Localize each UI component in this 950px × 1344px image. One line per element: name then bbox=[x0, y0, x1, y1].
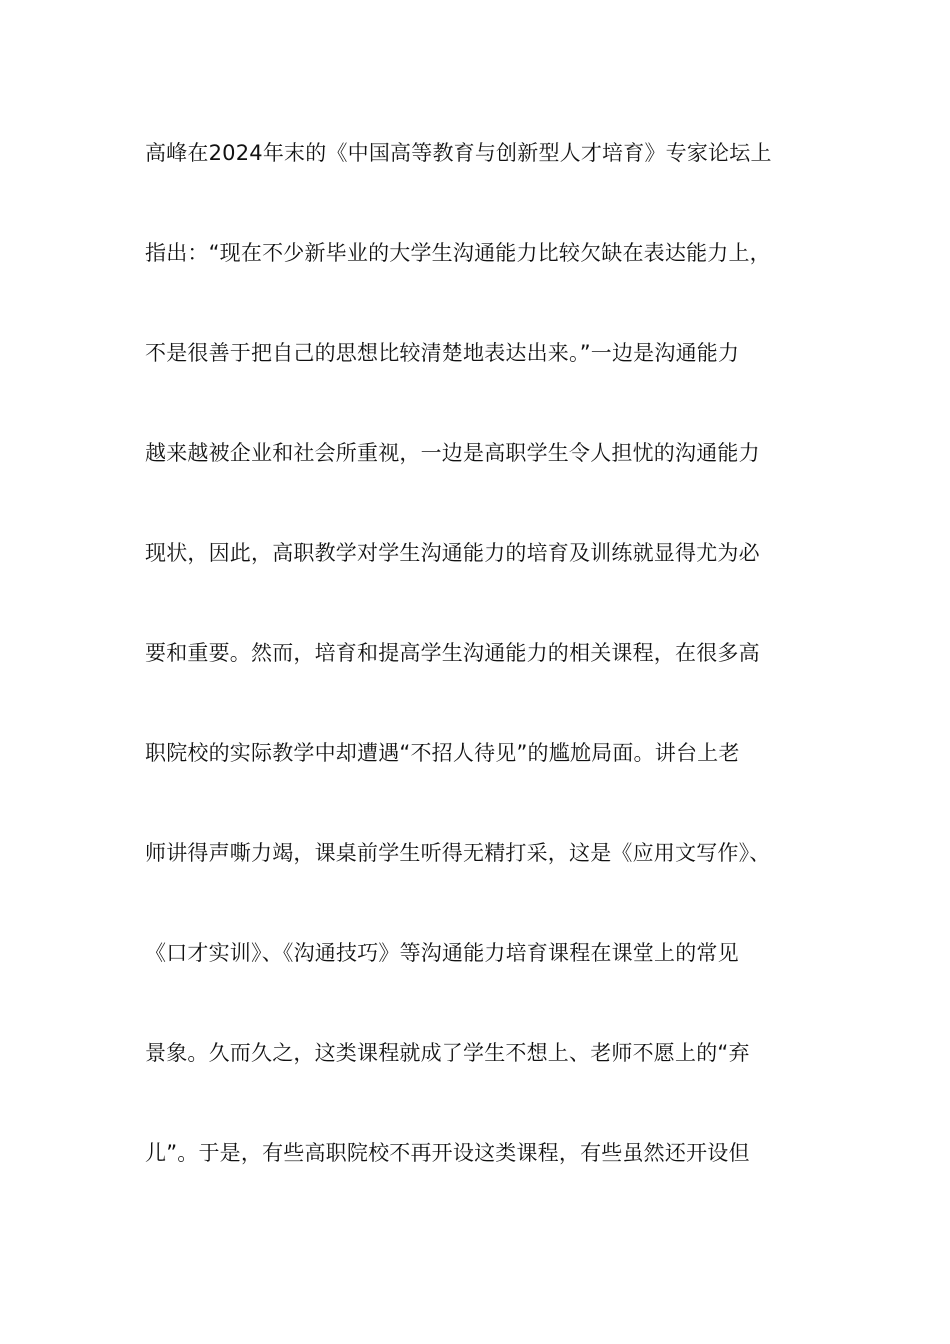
text-line: 景象。久而久之，这类课程就成了学生不想上、老师不愿上的“弃 bbox=[145, 1041, 750, 1065]
text-line: 儿”。于是，有些高职院校不再开设这类课程，有些虽然还开设但 bbox=[145, 1141, 750, 1165]
text-line: 不是很善于把自己的思想比较清楚地表达出来。”一边是沟通能力 bbox=[145, 341, 740, 365]
text-line: 越来越被企业和社会所重视，一边是高职学生令人担忧的沟通能力 bbox=[145, 441, 760, 465]
text-line: 现状，因此，高职教学对学生沟通能力的培育及训练就显得尤为必 bbox=[145, 541, 760, 565]
text-line: 高峰在2024年末的《中国高等教育与创新型人才培育》专家论坛上 bbox=[145, 141, 772, 165]
text-line: 指出：“现在不少新毕业的大学生沟通能力比较欠缺在表达能力上， bbox=[145, 241, 771, 265]
text-line: 《口才实训》、《沟通技巧》等沟通能力培育课程在课堂上的常见 bbox=[145, 941, 739, 965]
text-line: 要和重要。然而，培育和提高学生沟通能力的相关课程，在很多高 bbox=[145, 641, 760, 665]
body-text bbox=[145, 128, 815, 1228]
text-line: 师讲得声嘶力竭，课桌前学生听得无精打采，这是《应用文写作》、 bbox=[145, 841, 771, 865]
text-line: 职院校的实际教学中却遭遇“不招人待见”的尴尬局面。讲台上老 bbox=[145, 741, 740, 765]
